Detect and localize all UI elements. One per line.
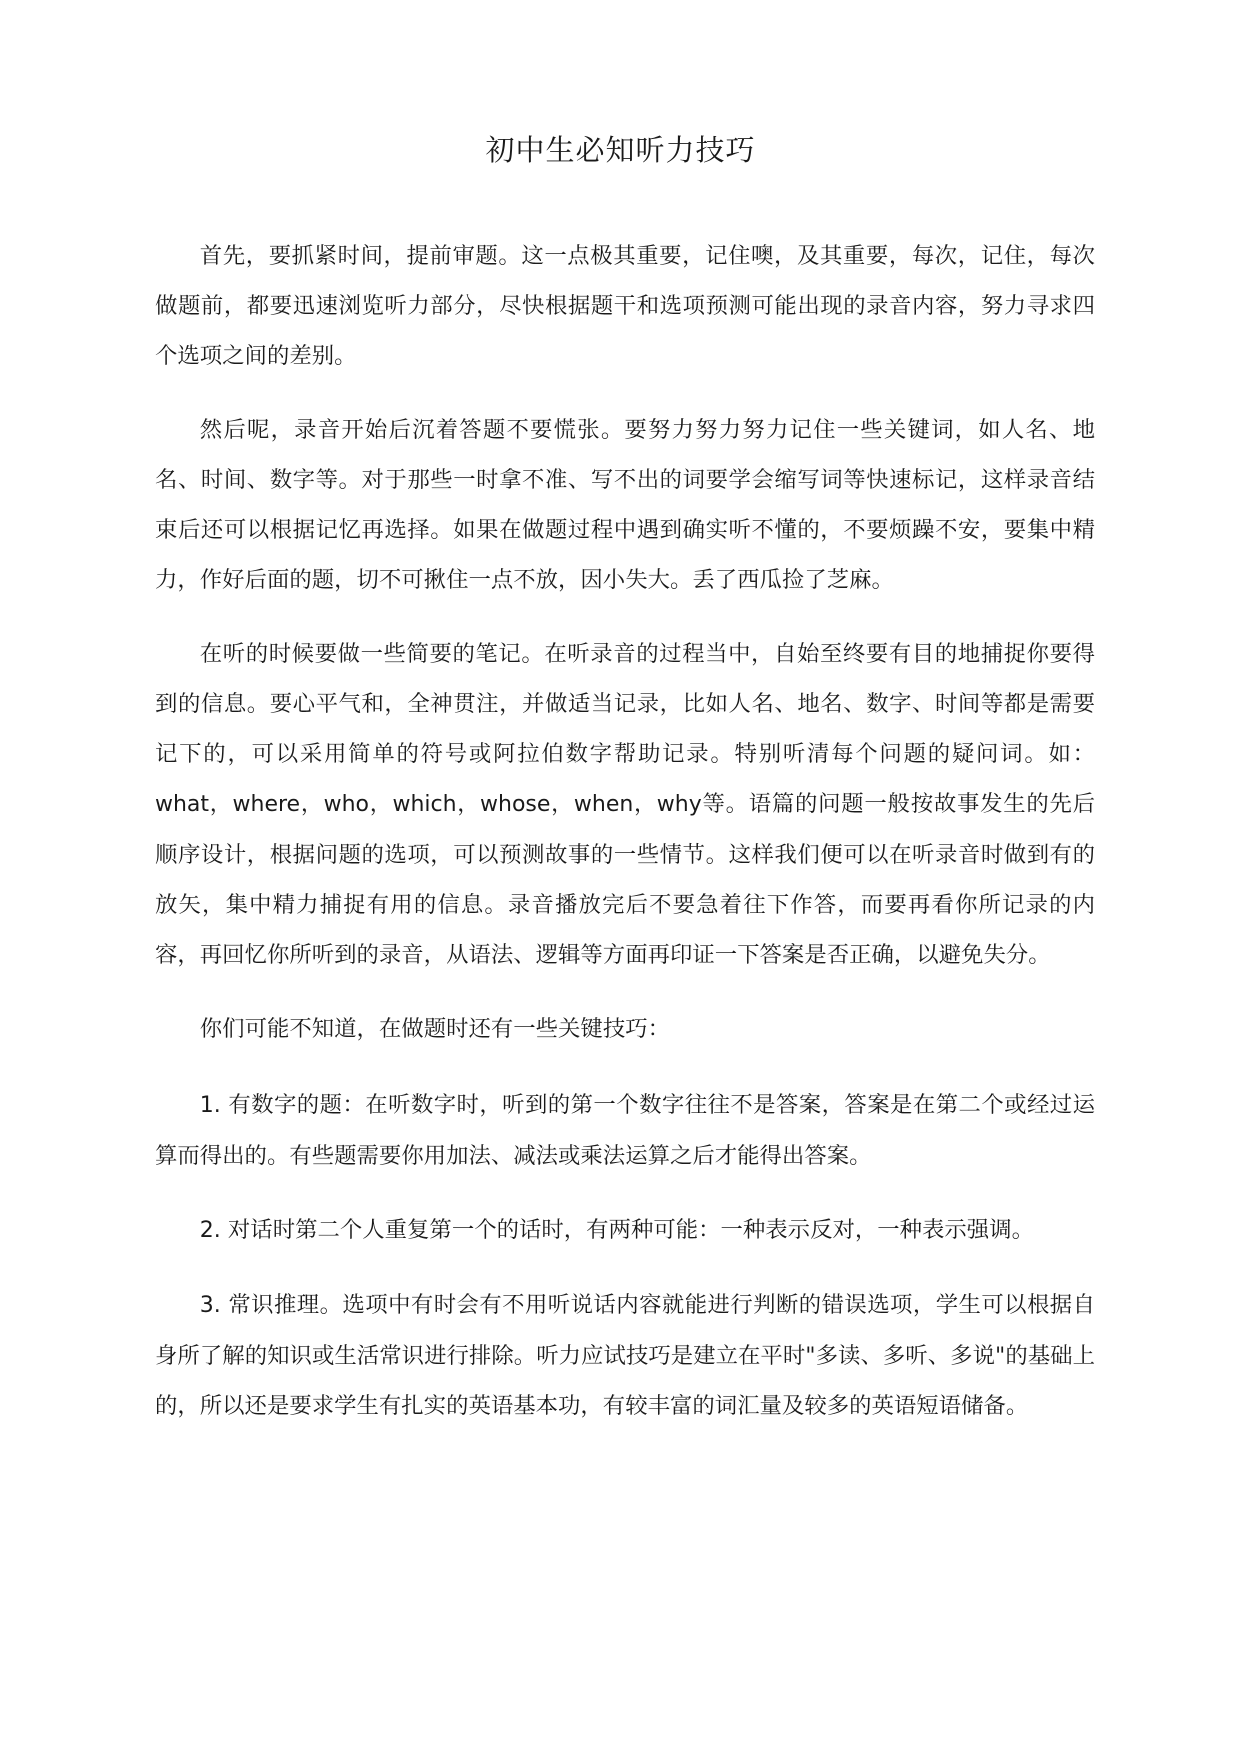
tip-text: 对话时第二个人重复第一个的话时，有两种可能：一种表示反对，一种表示强调。: [227, 1217, 1034, 1243]
paragraph-stay-calm: 然后呢，录音开始后沉着答题不要慌张。要努力努力努力记住一些关键词，如人名、地名、时间、数字等。对于那些一时拿不准、写不出的词要学会缩写词等快速标记，这样录音结束后还可以根据记忆再选择。如果在做题过程中遇到确实听不懂的，不要烦躁不安，要集中精力，作好后面的题，切不可揪住一点不放，因小失大。丢了西瓜捡了芝麻。: [155, 417, 1095, 593]
tip-number: 2.: [199, 1218, 221, 1243]
paragraph-preview-questions: 首先，要抓紧时间，提前审题。这一点极其重要，记住噢，及其重要，每次，记住，每次做题前，都要迅速浏览听力部分，尽快根据题干和选项预测可能出现的录音内容，努力寻求四个选项之间的差别。: [155, 243, 1095, 369]
question-words: what，where，who，which，whose，when，why: [155, 792, 702, 817]
paragraph-take-notes: [155, 629, 1095, 980]
tip-item-3: [155, 1280, 1095, 1431]
paragraph-key-tips-intro: 你们可能不知道，在做题时还有一些关键技巧：: [199, 1016, 670, 1042]
document-body: [155, 231, 1095, 1431]
tip-item-2: [155, 1205, 1095, 1256]
tip-number: 3.: [199, 1293, 221, 1318]
paragraph-take-notes-lead: 在听的时候要做一些简要的笔记。在听录音的过程当中，自始至终要有目的地捕捉你要得到的信息。要心平气和，全神贯注，并做适当记录，比如人名、地名、数字、时间等都是需要记下的，可以采用简单的符号或阿拉伯数字帮助记录。特别听清每个问题的疑问词。如：: [155, 641, 1095, 767]
paragraph-take-notes-tail: 等。语篇的问题一般按故事发生的先后顺序设计，根据问题的选项，可以预测故事的一些情节。这样我们便可以在听录音时做到有的放矢，集中精力捕捉有用的信息。录音播放完后不要急着往下作答，而要再看你所记录的内容，再回忆你所听到的录音，从语法、逻辑等方面再印证一下答案是否正确，以避免失分。: [155, 791, 1096, 968]
tip-text: 有数字的题：在听数字时，听到的第一个数字往往不是答案，答案是在第二个或经过运算而得出的。有些题需要你用加法、减法或乘法运算之后才能得出答案。: [155, 1092, 1095, 1169]
document-title: 初中生必知听力技巧: [485, 133, 756, 167]
tip-number: 1.: [199, 1093, 221, 1118]
tip-item-1: [155, 1080, 1095, 1181]
tip-text: 常识推理。选项中有时会有不用听说话内容就能进行判断的错误选项，学生可以根据自身所了解的知识或生活常识进行排除。听力应试技巧是建立在平时"多读、多听、多说"的基础上的，所以还是要求学生有扎实的英语基本功，有较丰富的词汇量及较多的英语短语储备。: [155, 1292, 1095, 1419]
